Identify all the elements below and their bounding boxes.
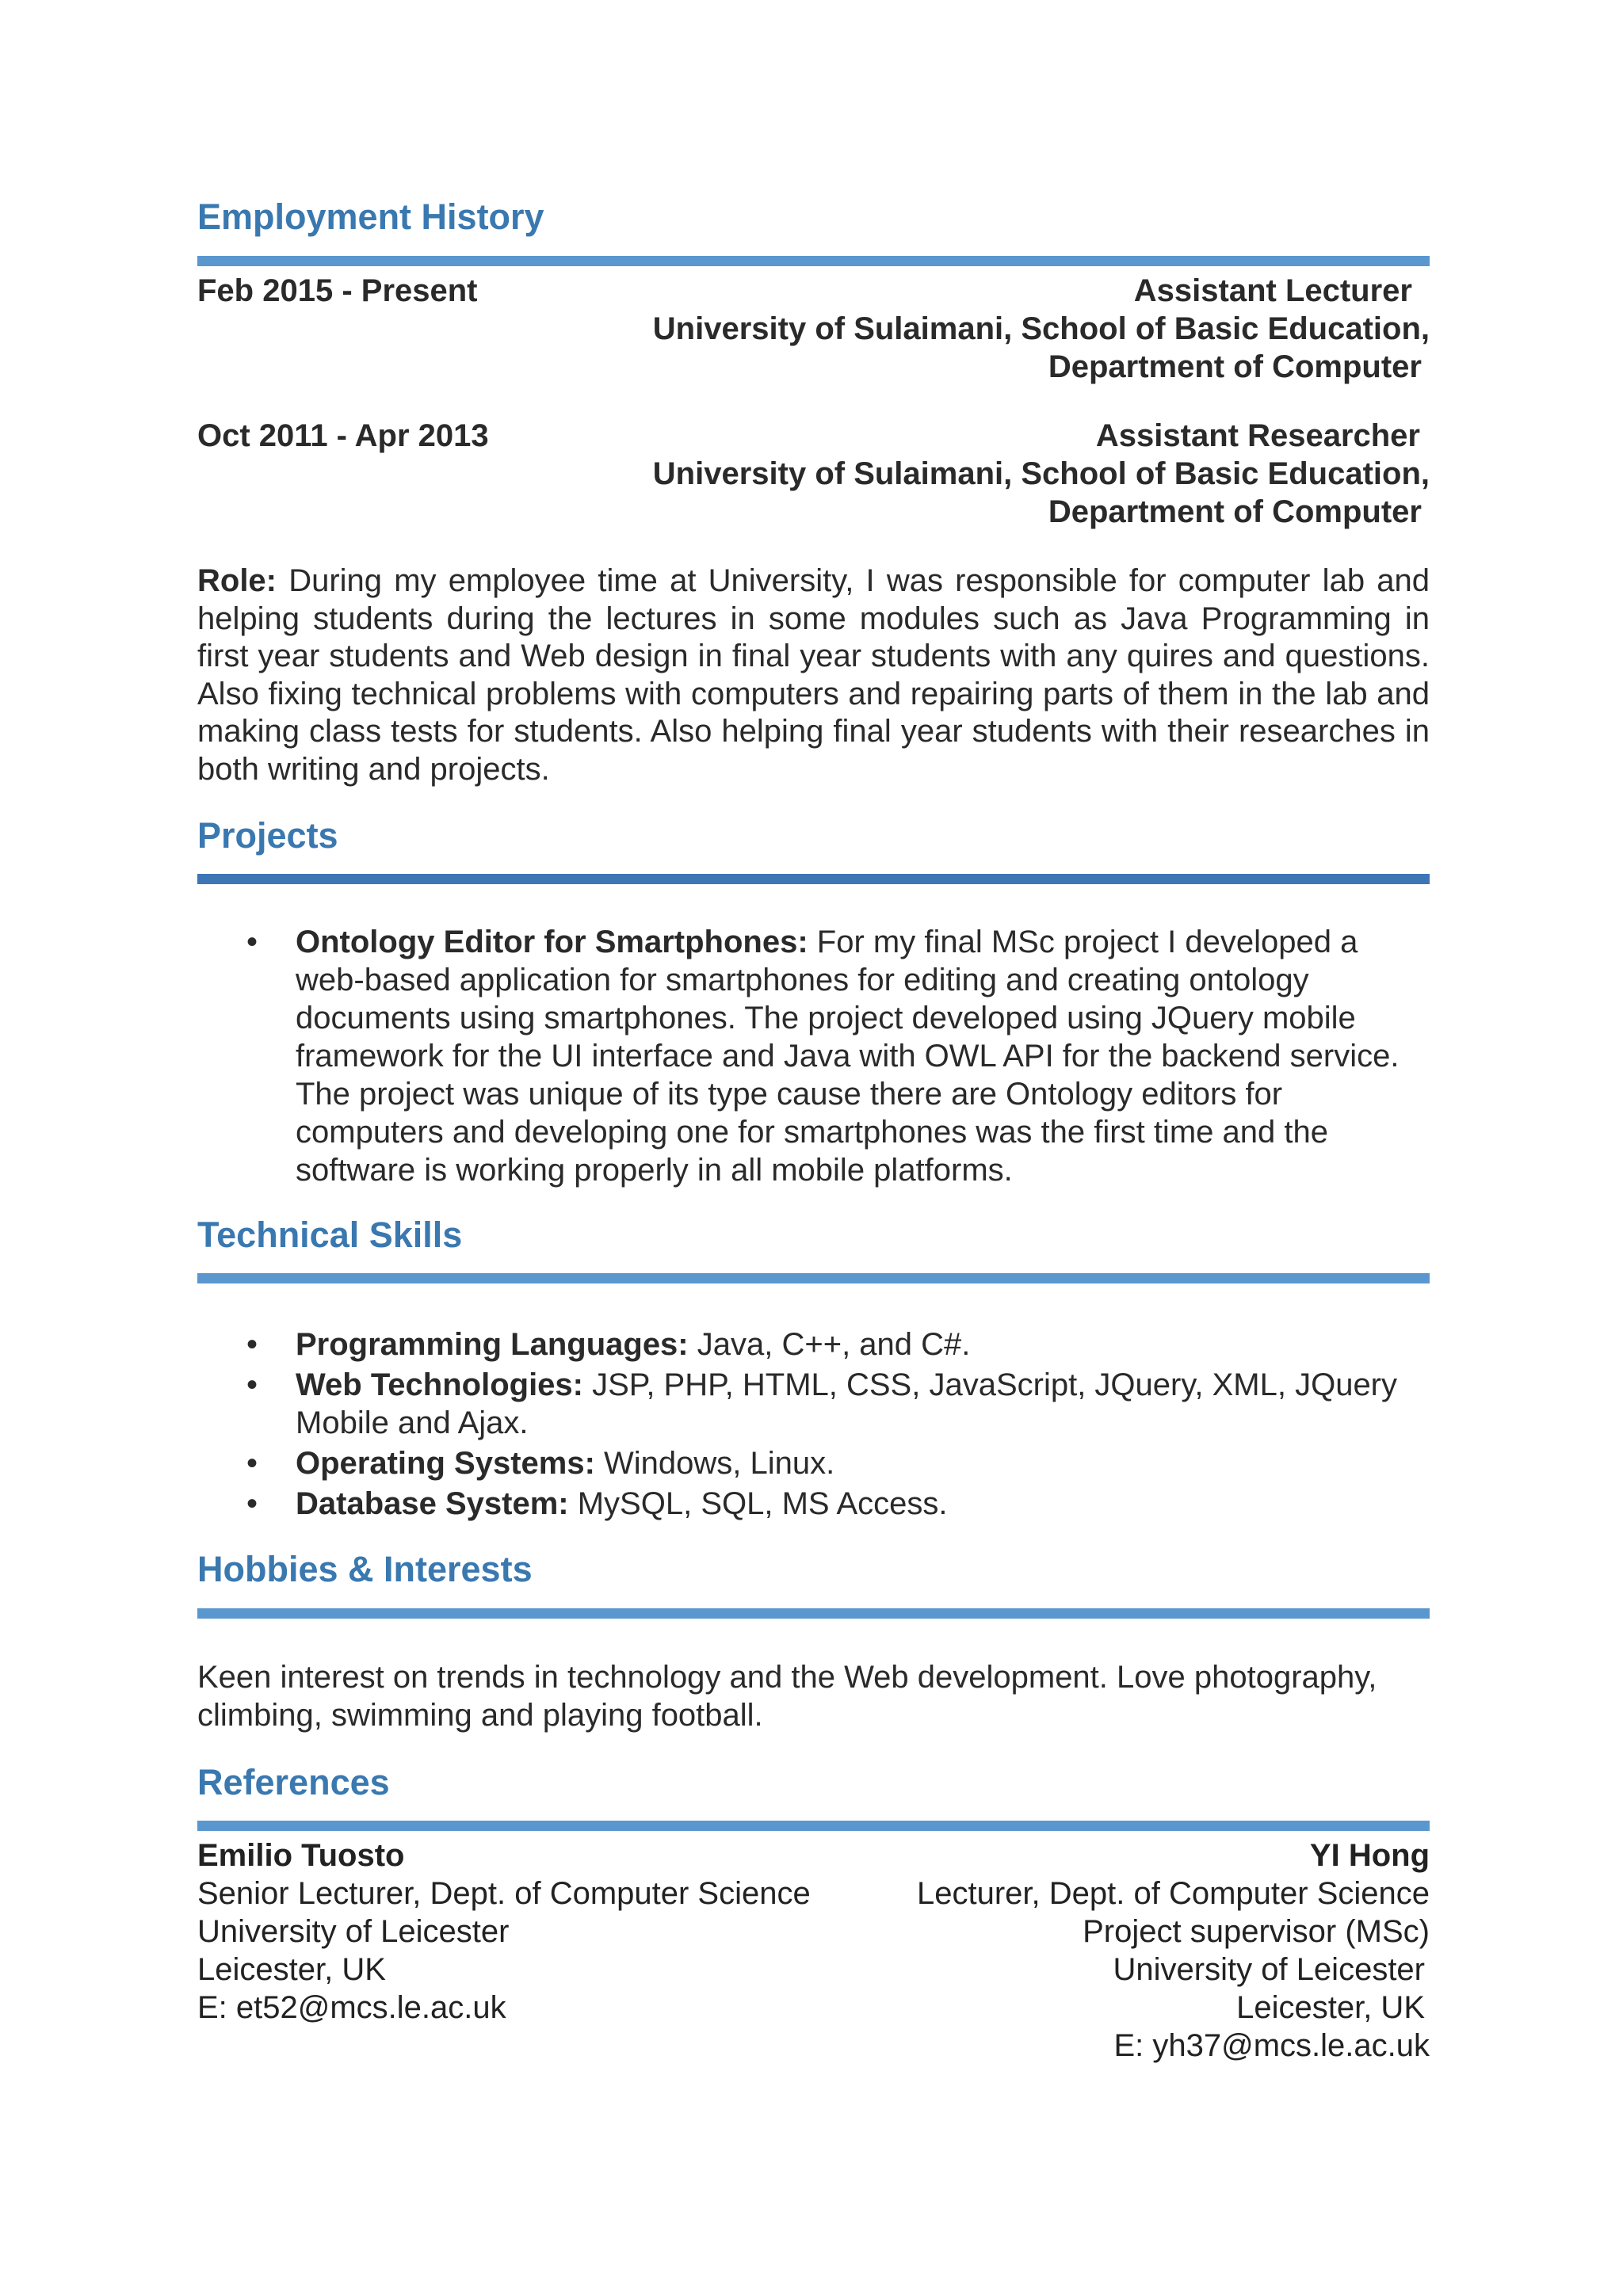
reference-left <box>197 1836 811 2027</box>
skill-label: Programming Languages: <box>296 1327 689 1362</box>
reference-right-location: Leicester, UK <box>1236 1990 1425 2025</box>
bullet-icon: • <box>246 1367 258 1402</box>
references-divider <box>197 1821 1430 1831</box>
bullet-icon: • <box>246 1446 258 1481</box>
skill-item <box>197 1485 1430 1523</box>
skill-item <box>197 1325 1430 1363</box>
skill-item <box>197 1366 1430 1442</box>
bullet-icon: • <box>246 925 258 959</box>
job-2-org-line1: University of Sulaimani, School of Basic Education, <box>652 456 1430 491</box>
reference-right-university: University of Leicester <box>1113 1952 1425 1987</box>
employment-divider <box>197 256 1430 266</box>
skills-list <box>197 1325 1430 1523</box>
job-1-role: Assistant Lecturer <box>1133 273 1412 308</box>
hobbies-heading: Hobbies & Interests <box>197 1549 533 1589</box>
skill-text: Java, C++, and C#. <box>697 1327 971 1362</box>
skill-text: MySQL, SQL, MS Access. <box>577 1486 948 1521</box>
skill-label: Database System: <box>296 1486 569 1521</box>
job-2-dates: Oct 2011 - Apr 2013 <box>197 418 489 453</box>
hobbies-text: Keen interest on trends in technology and the Web development. Love photography, climbing, swimming and playing football. <box>197 1660 1377 1733</box>
skill-label: Web Technologies: <box>296 1367 583 1402</box>
project-label: Ontology Editor for Smartphones: <box>296 925 808 959</box>
bullet-icon: • <box>246 1327 258 1362</box>
job-1-dates: Feb 2015 - Present <box>197 273 478 308</box>
reference-right <box>917 1836 1430 2065</box>
technical-skills-heading: Technical Skills <box>197 1215 463 1255</box>
skill-item <box>197 1444 1430 1482</box>
job-1-org-line2: Department of Computer <box>1048 349 1422 384</box>
role-text: During my employee time at University, I was responsible for computer lab and helping students during the lectures in some modules such as Java Programming in first year students and Web design in final year students with any quires and questions. Also fixing technical problems with computers and repairing parts of them in the lab and making class tests for students. Also helping final year students with their researches in both writing and projects. <box>197 563 1430 787</box>
employment-history-heading: Employment History <box>197 196 544 237</box>
reference-left-title: Senior Lecturer, Dept. of Computer Science <box>197 1876 811 1911</box>
reference-right-name: YI Hong <box>1309 1838 1430 1873</box>
project-text: For my final MSc project I developed a web-based application for smartphones for editing and creating ontology documents using smartphones. The project developed using JQuery mobile framework for the UI interface and Java with OWL API for the backend service. The project was unique of its type cause there are Ontology editors for computers and developing one for smartphones was the first time and the software is working properly in all mobile platforms. <box>296 925 1400 1188</box>
skills-divider <box>197 1273 1430 1283</box>
reference-left-university: University of Leicester <box>197 1914 510 1949</box>
role-label: Role: <box>197 563 277 598</box>
job-2-org-line2: Department of Computer <box>1048 494 1422 529</box>
reference-right-role: Project supervisor (MSc) <box>1083 1914 1430 1949</box>
bullet-icon: • <box>246 1486 258 1521</box>
reference-right-email: E: yh37@mcs.le.ac.uk <box>1113 2028 1430 2063</box>
skill-text: Windows, Linux. <box>604 1446 835 1481</box>
references-heading: References <box>197 1762 390 1802</box>
projects-list <box>197 923 1430 1189</box>
reference-left-name: Emilio Tuosto <box>197 1838 405 1873</box>
job-2-role: Assistant Researcher <box>1095 418 1420 453</box>
reference-left-email: E: et52@mcs.le.ac.uk <box>197 1990 506 2025</box>
projects-heading: Projects <box>197 815 338 856</box>
reference-left-location: Leicester, UK <box>197 1952 386 1987</box>
projects-divider <box>197 874 1430 884</box>
job-1-org-line1: University of Sulaimani, School of Basic Education, <box>652 311 1430 346</box>
role-description <box>197 563 1430 788</box>
hobbies-divider <box>197 1608 1430 1619</box>
skill-text: JSP, PHP, HTML, CSS, JavaScript, JQuery, XML, JQuery Mobile and Ajax. <box>296 1367 1398 1440</box>
skill-label: Operating Systems: <box>296 1446 595 1481</box>
reference-right-title: Lecturer, Dept. of Computer Science <box>917 1876 1430 1911</box>
project-item <box>197 923 1430 1189</box>
